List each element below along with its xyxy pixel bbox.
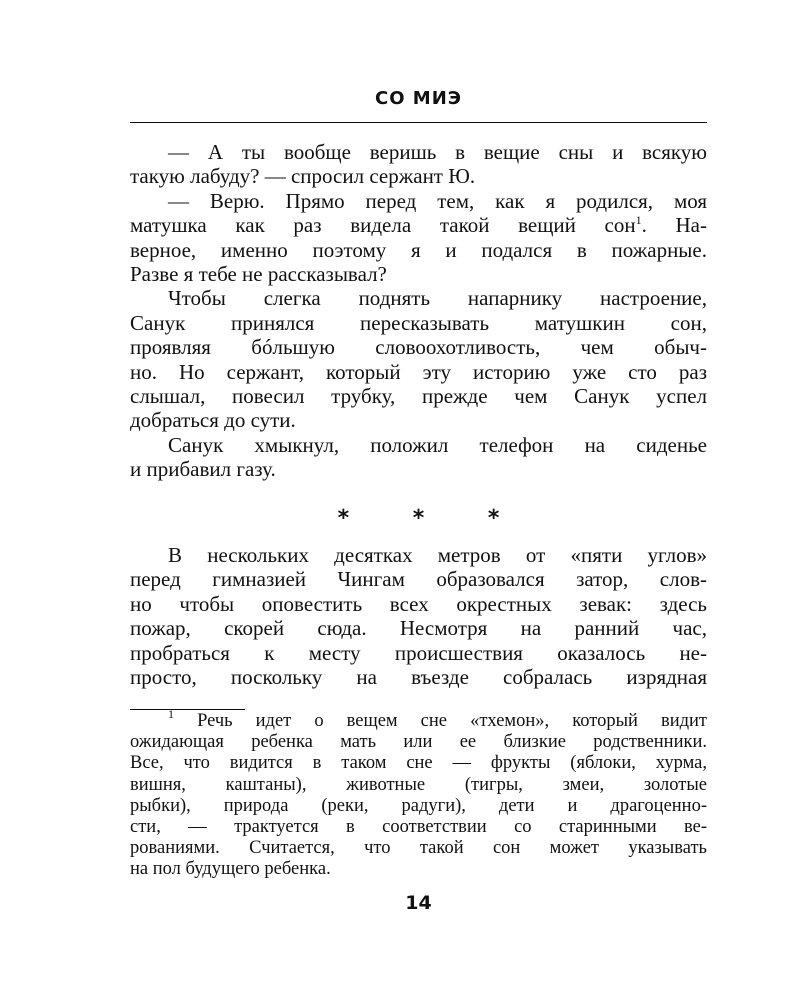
text-line: пожар, скорей сюда. Несмотря на ранний час,	[130, 616, 707, 641]
running-head: СО МИЭ	[375, 88, 462, 109]
footnote-marker[interactable]: 1	[635, 213, 642, 228]
text-line: такую лабуду? — спросил сержант Ю.	[130, 164, 476, 189]
text-line: просто, поскольку на въезде собралась изрядная	[130, 665, 707, 690]
footnote-line: рованиями. Считается, что такой сон может указывать	[130, 838, 707, 859]
footnote-line: сти, — трактуется в соответствии со старинными ве-	[130, 817, 707, 838]
text-fragment: . На-	[641, 213, 707, 238]
body-text-bottom	[130, 543, 707, 689]
text-line: слышал, повесил трубку, прежде чем Санук успел	[130, 384, 707, 409]
text-line: Чтобы слегка поднять напарнику настроение,	[168, 286, 707, 311]
text-line: Санук принялся пересказывать матушкин сон,	[130, 310, 707, 335]
text-line: но чтобы оповестить всех окрестных зевак: здесь	[130, 591, 707, 616]
footnote-line: на пол будущего ребенка.	[130, 859, 331, 880]
section-break: * * *	[337, 506, 528, 531]
text-line: проявляя бóльшую словоохотливость, чем обыч-	[130, 335, 707, 360]
text-line: В нескольких десятках метров от «пяти углов»	[168, 543, 707, 567]
footnote-line: рыбки), природа (реки, радуги), дети и драгоценно-	[130, 795, 707, 816]
text-line: добраться до сути.	[130, 408, 296, 433]
footnote-line: ожидающая ребенка мать или ее близкие родственники.	[130, 732, 707, 753]
text-line: перед гимназией Чингам образовался затор, слов-	[130, 567, 707, 592]
header-rule	[130, 122, 707, 123]
text-line: пробраться к месту происшествия оказалось не-	[130, 640, 707, 665]
footnote-line	[130, 707, 708, 732]
text-line-with-footnote	[130, 213, 707, 237]
footnote	[130, 707, 708, 881]
text-line: но. Но сержант, который эту историю уже сто раз	[130, 359, 707, 384]
body-text-top	[130, 140, 707, 482]
text-line: и прибавил газу.	[130, 457, 276, 482]
footnote-text: Речь идет о вещем сне «тхемон», который видит	[197, 711, 708, 731]
text-fragment: матушка как раз видела такой вещий сон	[130, 213, 636, 238]
footnote-line: вишня, каштаны), животные (тигры, змеи, золотые	[130, 774, 707, 795]
footnote-number: 1	[168, 707, 174, 721]
footnote-line: Все, что видится в таком сне — фрукты (яблоки, хурма,	[130, 753, 707, 774]
text-line: — А ты вообще веришь в вещие сны и всякую	[168, 140, 707, 164]
page-number: 14	[405, 892, 432, 914]
text-line: — Верю. Прямо перед тем, как я родился, моя	[168, 188, 707, 213]
text-line: Разве я тебе не рассказывал?	[130, 262, 387, 287]
text-line: верное, именно поэтому я и подался в пожарные.	[130, 237, 707, 262]
text-line: Санук хмыкнул, положил телефон на сиденье	[168, 432, 707, 457]
footnote-rule	[130, 709, 245, 710]
